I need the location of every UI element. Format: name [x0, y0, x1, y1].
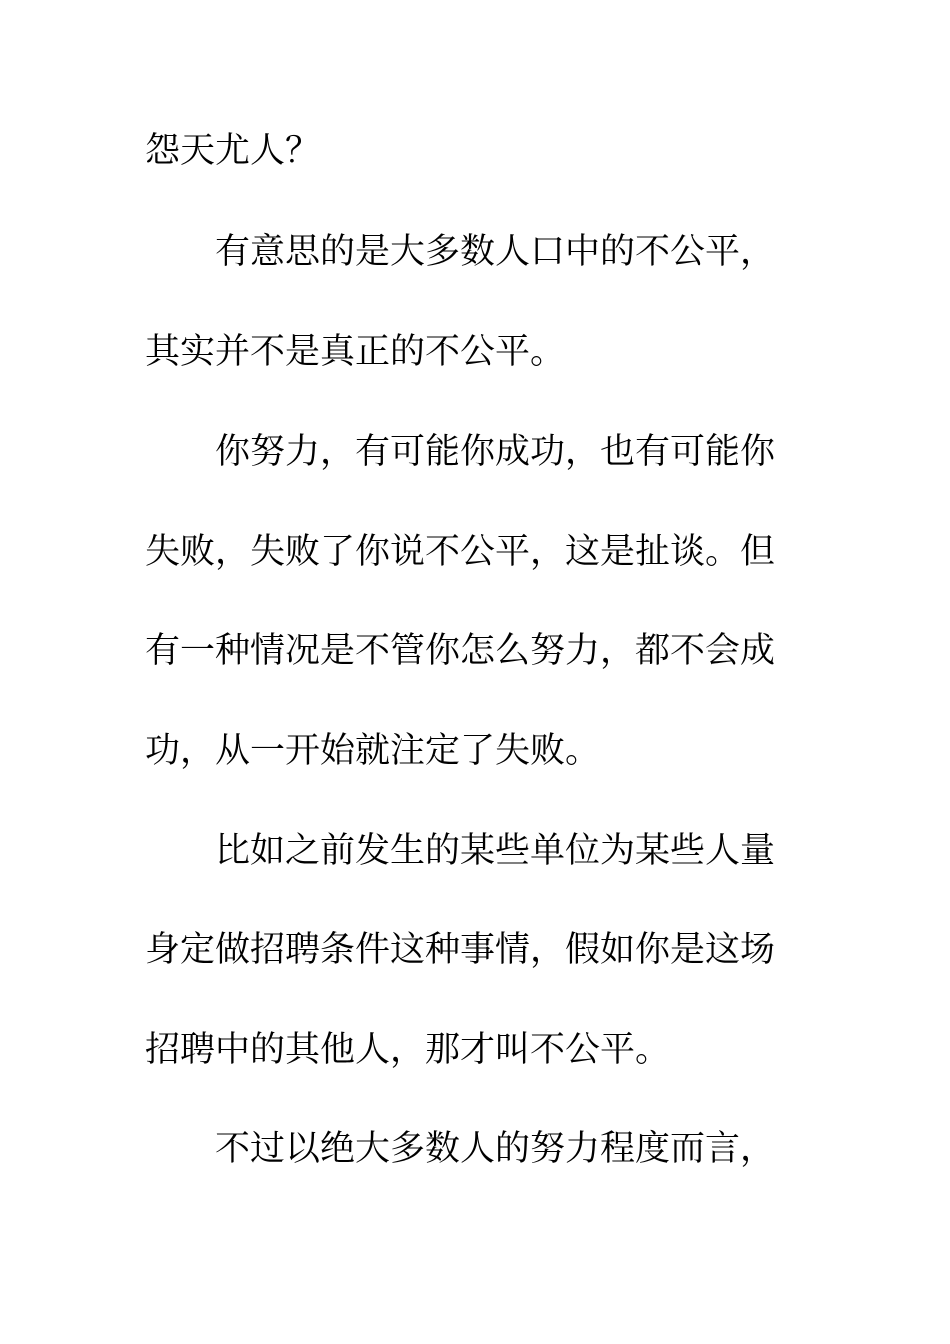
paragraph-start-line: 比如之前发生的某些单位为某些人量 — [215, 831, 776, 871]
paragraph-start-line: 有意思的是大多数人口中的不公平， — [215, 232, 776, 272]
text-line: 怨天尤人？ — [145, 131, 321, 171]
text-line: 身定做招聘条件这种事情，假如你是这场 — [145, 930, 776, 970]
text-line: 招聘中的其他人，那才叫不公平。 — [145, 1030, 671, 1070]
text-line: 有一种情况是不管你怎么努力，都不会成 — [145, 631, 776, 671]
paragraph-start-line: 不过以绝大多数人的努力程度而言， — [215, 1129, 776, 1169]
paragraph-start-line: 你努力，有可能你成功，也有可能你 — [215, 432, 776, 472]
text-line: 失败，失败了你说不公平，这是扯谈。但 — [145, 532, 776, 572]
text-line: 其实并不是真正的不公平。 — [145, 332, 566, 372]
text-line: 功，从一开始就注定了失败。 — [145, 731, 601, 771]
